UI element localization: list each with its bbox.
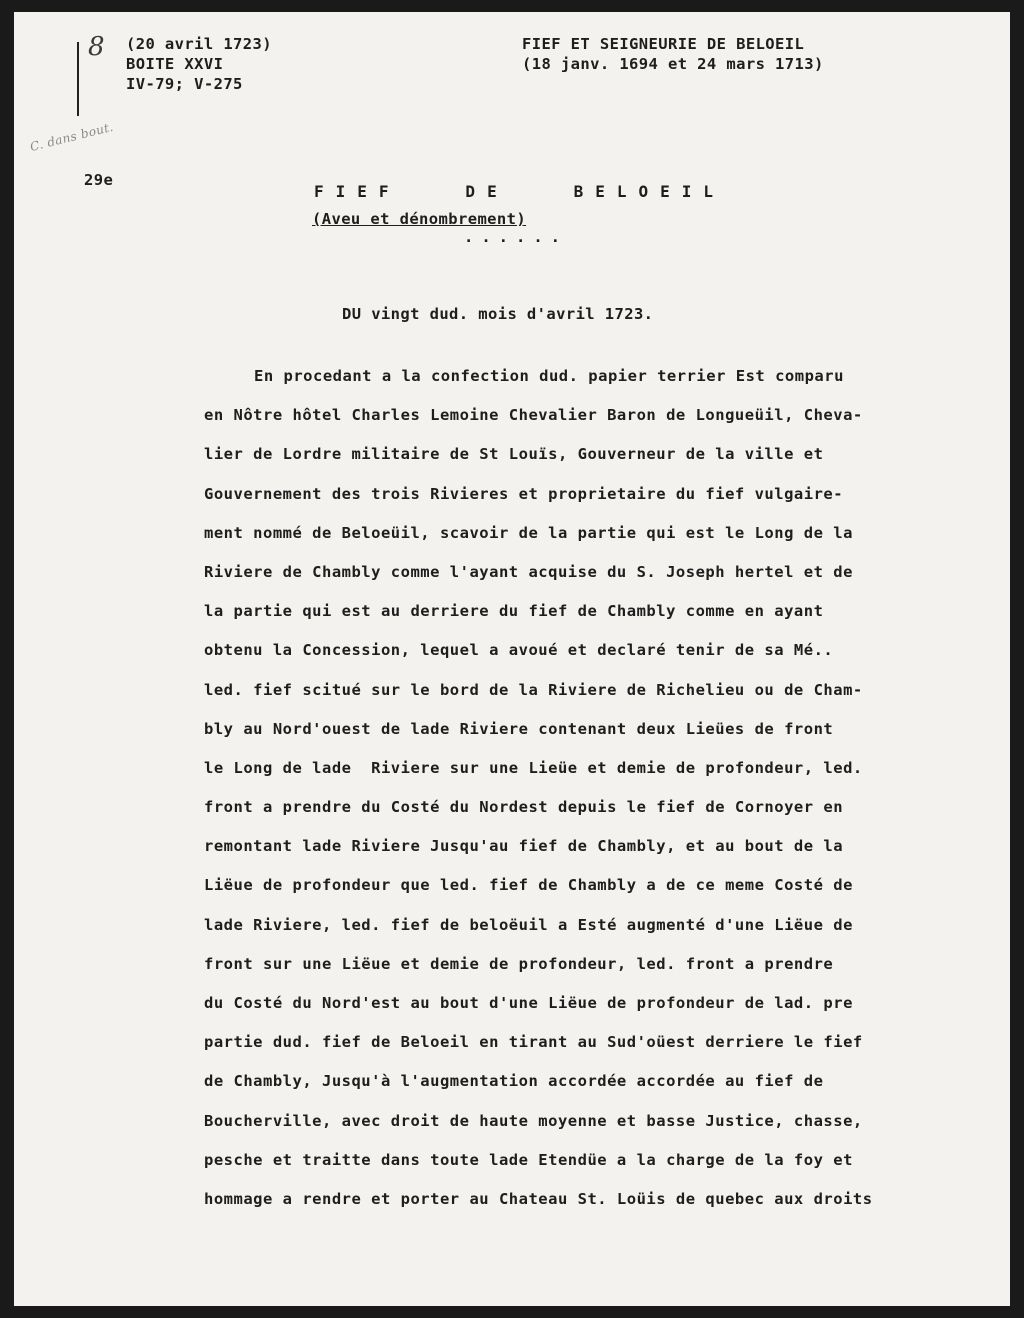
body-line: de Chambly, Jusqu'à l'augmentation accordée accordée au fief de bbox=[204, 1072, 824, 1091]
header-left-line2: BOITE XXVI bbox=[126, 55, 224, 73]
body-line: Riviere de Chambly comme l'ayant acquise du S. Joseph hertel et de bbox=[204, 562, 853, 581]
body-line: front sur une Liëue et demie de profondeur, led. front a prendre bbox=[204, 954, 834, 973]
body-line: Gouvernement des trois Rivieres et proprietaire du fief vulgaire- bbox=[204, 484, 844, 503]
pencil-note: C. dans bout. bbox=[28, 119, 115, 154]
body-line: du Costé du Nord'est au bout d'une Liëue de profondeur de lad. pre bbox=[204, 994, 853, 1012]
body-line: remontant lade Riviere Jusqu'au fief de Chambly, et au bout de la bbox=[204, 837, 844, 856]
body-line: hommage a rendre et porter au Chateau St. Loüis de quebec aux droits bbox=[204, 1189, 873, 1208]
body-line: le Long de lade Riviere sur une Lieüe et demie de profondeur, led. bbox=[204, 758, 863, 777]
body-line: lier de Lordre militaire de St Louïs, Gouverneur de la ville et bbox=[204, 445, 824, 464]
page-label: 29e bbox=[84, 171, 114, 189]
body-line: obtenu la Concession, lequel a avoué et declaré tenir de sa Mé.. bbox=[204, 641, 834, 660]
header-right-line2: (18 janv. 1694 et 24 mars 1713) bbox=[522, 55, 824, 73]
header-left-line1: (20 avril 1723) bbox=[126, 35, 272, 53]
body-line: lade Riviere, led. fief de beloëuil a Esté augmenté d'une Liëue de bbox=[204, 915, 853, 934]
document-subtitle: (Aveu et dénombrement) bbox=[312, 210, 527, 228]
body-line: En procedant a la confection dud. papier terrier Est comparu bbox=[254, 367, 844, 385]
body-line: led. fief scitué sur le bord de la Riviere de Richelieu ou de Cham- bbox=[204, 680, 863, 699]
margin-bracket bbox=[77, 42, 79, 116]
body-text bbox=[204, 362, 1004, 1224]
body-line: Liëue de profondeur que led. fief de Chambly a de ce meme Costé de bbox=[204, 876, 853, 895]
body-line: en Nôtre hôtel Charles Lemoine Chevalier Baron de Longueüil, Cheva- bbox=[204, 406, 863, 425]
body-line: ment nommé de Beloeüil, scavoir de la partie qui est le Long de la bbox=[204, 523, 853, 542]
body-line: front a prendre du Costé du Nordest depuis le fief de Cornoyer en bbox=[204, 798, 844, 817]
file-number: 8 bbox=[88, 32, 105, 62]
document-page bbox=[14, 12, 1010, 1306]
date-line: DU vingt dud. mois d'avril 1723. bbox=[342, 305, 654, 323]
header-left-line3: IV-79; V-275 bbox=[126, 75, 243, 93]
body-line: Boucherville, avec droit de haute moyenne et basse Justice, chasse, bbox=[204, 1111, 863, 1130]
body-line: partie dud. fief de Beloeil en tirant au Sud'oüest derriere le fief bbox=[204, 1033, 863, 1052]
body-line: la partie qui est au derriere du fief de Chambly comme en ayant bbox=[204, 602, 824, 621]
header-right-line1: FIEF ET SEIGNEURIE DE BELOEIL bbox=[522, 35, 805, 53]
body-line: bly au Nord'ouest de lade Riviere contenant deux Lieües de front bbox=[204, 719, 834, 738]
document-title: FIEF DE BELOEIL bbox=[314, 182, 726, 201]
body-line: pesche et traitte dans toute lade Etendüe a la charge de la foy et bbox=[204, 1150, 853, 1169]
title-dots: ...... bbox=[464, 228, 568, 246]
